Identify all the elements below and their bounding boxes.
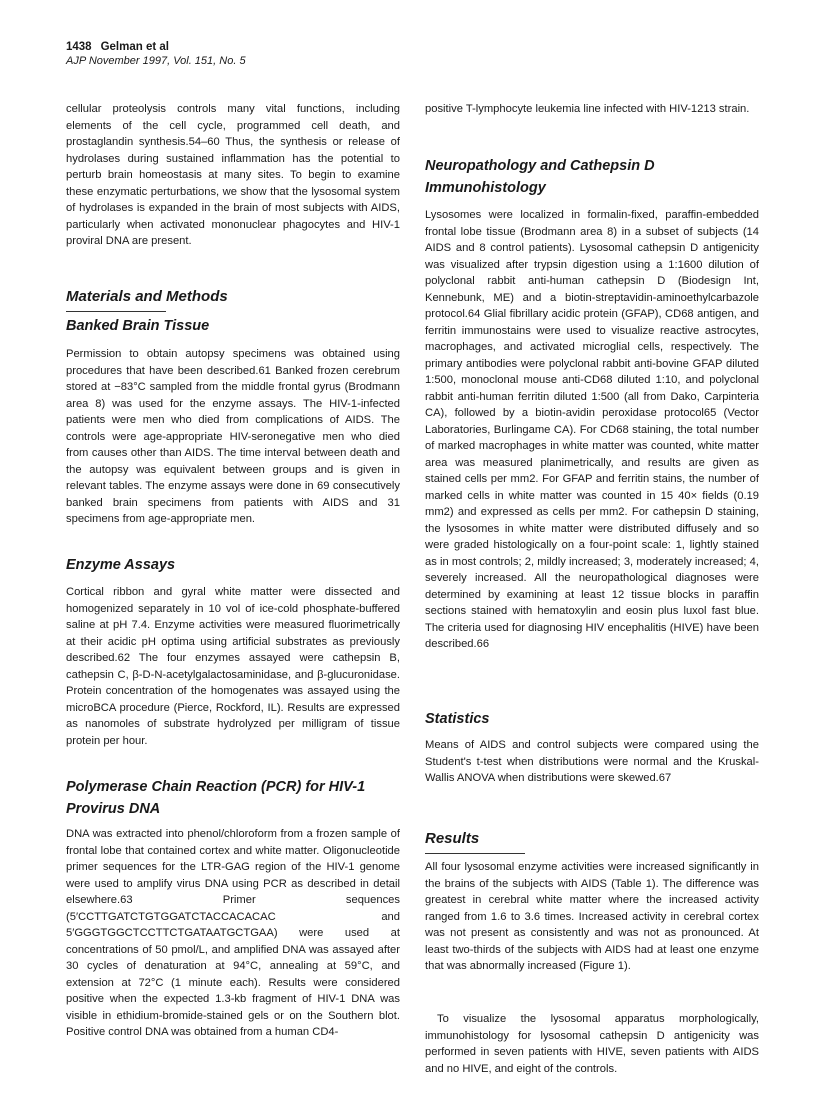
pcr-heading xyxy=(66,776,400,820)
running-head xyxy=(66,40,246,54)
pcr-paragraph: DNA was extracted into phenol/chloroform from a frozen sample of frontal lobe that contained cortex and white matter. Oligonucleotide primer sequences for the LTR-GAG region of the HIV-1 genome were used to amplify virus DNA using PCR as described in detail elsewhere.63 Primer sequences (5′CCTTGATCTGTGGATCTACCACACAC and 5′GGGTGGCTCCTTCTGATAATGCTGAA) were used at concentrations of 50 pmol/L, and amplified DNA was assayed after 30 cycles of denaturation at 94°C, annealing at 59°C, and extension at 72°C (1 minute each). Results were considered positive when the expected 1.3-kb fragment of HIV-1 DNA was visible in ethidium-bromide-stained gels or on the Southern blot. Positive control DNA was obtained from a human CD4- xyxy=(66,828,400,1038)
banked-brain-heading: Banked Brain Tissue xyxy=(66,318,210,334)
banked-brain-paragraph: Permission to obtain autopsy specimens was obtained using procedures that have been described.61 Banked frozen cerebrum stored at −83°C sampled from the middle frontal gyrus (Brodmann area 8) was used for the enzyme assays. The HIV-1-infected patients were men who died from complications of AIDS. The controls were age-appropriate HIV-seronegative men who died from causes other than AIDS. The time interval between death and the autopsy was equivalent between groups and is given in relevant tables. The enzyme assays were done in 69 consecutively banked brain specimens from patients with AIDS and 31 specimens from age-appropriate men. xyxy=(66,348,400,525)
statistics-paragraph: Means of AIDS and control subjects were compared using the Student's t-test when distributions were normal and the Kruskal-Wallis ANOVA when distributions were skewed.67 xyxy=(425,739,759,784)
enzyme-assays-heading: Enzyme Assays xyxy=(66,557,176,573)
pcr-heading-line2: Provirus DNA xyxy=(66,801,161,817)
section-rule xyxy=(66,311,166,312)
journal-citation: AJP November 1997, Vol. 151, No. 5 xyxy=(66,55,246,67)
results-paragraph-2: To visualize the lysosomal apparatus morphologically, immunohistology for lysosomal cathepsin D antigenicity was performed in seven patients with HIVE, seven patients with AIDS and no HIVE, and eight of the controls. xyxy=(425,1013,759,1075)
page-header xyxy=(66,40,246,68)
materials-methods-heading: Materials and Methods xyxy=(66,288,228,305)
section-rule xyxy=(425,853,525,854)
enzyme-assays-paragraph: Cortical ribbon and gyral white matter were dissected and homogenized separately in 10 vol of ice-cold phosphate-buffered saline at pH 7.4. Enzyme activities were measured fluorimetrically at their acidic pH optima using artificial substrates as previously described.62 The four enzymes assayed were cathepsin B, cathepsin C, β-D-N-acetylgalactosaminidase, and β-glucuronidase. Protein concentration of the homogenates was assayed using the microBCA procedure (Pierce, Rockford, IL). Results are expressed as nanomoles of substrate hydrolyzed per milligram of tissue protein per hour. xyxy=(66,586,400,747)
statistics-heading: Statistics xyxy=(425,711,490,727)
neuropathology-heading-line1: Neuropathology and Cathepsin D xyxy=(425,158,655,174)
neuropathology-heading-line2: Immunohistology xyxy=(425,180,546,196)
results-heading: Results xyxy=(425,830,480,847)
intro-paragraph: cellular proteolysis controls many vital functions, including elements of the cell cycle, programmed cell death, and prostaglandin synthesis.54–60 Thus, the synthesis or release of hydrolases during sustained inflammation has the potential to perturb brain homeostasis at many sites. To begin to examine these enzymatic perturbations, we show that the lysosomal system of hydrolases is expanded in the brain of most subjects with AIDS, particularly when activated mononuclear phagocytes and HIV-1 proviral DNA are present. xyxy=(66,103,400,247)
pcr-continuation-paragraph: positive T-lymphocyte leukemia line infected with HIV-1213 strain. xyxy=(425,103,750,115)
page-number: 1438 xyxy=(66,41,92,53)
neuropathology-paragraph: Lysosomes were localized in formalin-fixed, paraffin-embedded frontal lobe tissue (Brodmann area 8) in a subset of subjects (14 AIDS and 8 control patients). Lysosomal cathepsin D antigenicity was visualized after trypsin digestion using a 1:1600 dilution of polyclonal rabbit anti-human cathepsin D (Biodesign Int, Kennebunk, ME) and a biotin-streptavidin-aminoethylcarbazole protocol.64 Glial fibrillary acidic protein (GFAP), CD68 antigen, and ferritin immunostains were used to visualize reactive astrocytes, macrophages, and activated microglial cells, respectively. The primary antibodies were polyclonal rabbit anti-bovine GFAP diluted 1:500, monoclonal mouse anti-CD68 diluted 1:10, and polyclonal rabbit anti-human ferritin diluted 1:500 (all from Dako, Carpinteria CA), followed by a biotin-avidin peroxidase protocol65 (Vector Laboratories, Burlingame CA). For CD68 staining, the total number of marked macrophages in white matter was counted, white matter area was measured planimetrically, and results are given as stained cells per mm2. For GFAP and ferritin stains, the number of marked cells in white matter was counted in 15 40× fields (0.19 mm2) and expressed as cells per mm2. For cathepsin D staining, the lysosomes in white matter were distributed diffusely and so were graded histologically on a four-point scale: 1, lightly stained as in most controls; 2, mildly increased; 3, moderately increased; 4, severely increased. All the neuropathological diagnoses were determined by examining at least 12 tissue blocks in paraffin sections stained with hematoxylin and eosin plus luxol fast blue. The criteria used for diagnosing HIV encephalitis (HIVE) have been described.66 xyxy=(425,209,759,650)
running-authors: Gelman et al xyxy=(100,41,169,53)
neuropathology-heading xyxy=(425,155,759,199)
pcr-heading-line1: Polymerase Chain Reaction (PCR) for HIV-1 xyxy=(66,779,366,795)
results-paragraph-1: All four lysosomal enzyme activities were increased significantly in the brains of the subjects with AIDS (Table 1). The difference was greatest in cerebral white matter where the increased activity ranged from 1.6 to 3.6 times. Increased activity in cerebral cortex was not present as consistently and was not as pronounced. At least two-thirds of the subjects with AIDS had at least one enzyme that was abnormally increased (Figure 1). xyxy=(425,861,759,972)
